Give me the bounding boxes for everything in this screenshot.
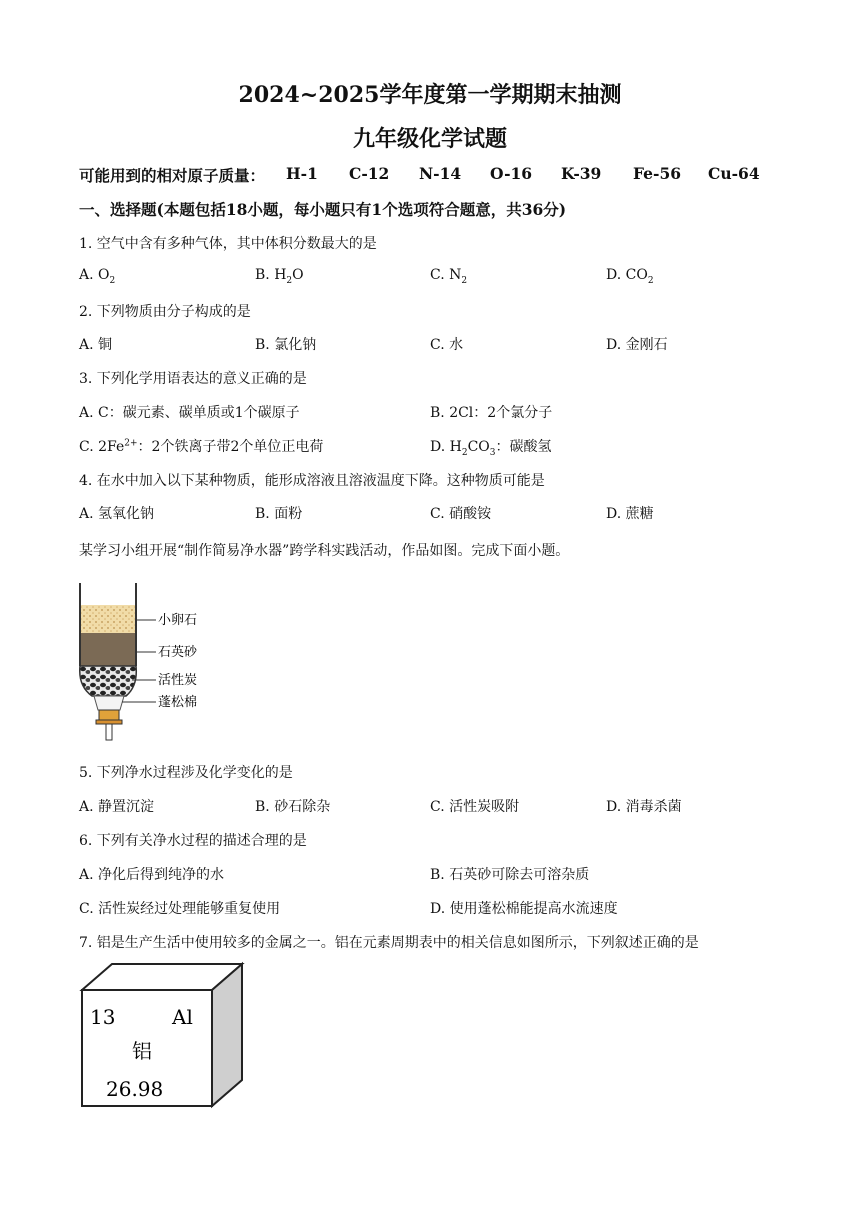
label-charcoal: 活性炭 [158, 673, 198, 688]
element-name: 铝 [132, 1039, 152, 1063]
question-2-option-b: B. 氯化钠 [255, 337, 317, 353]
question-2-stem: 2. 下列物质由分子构成的是 [79, 304, 251, 320]
question-6-option-c: C. 活性炭经过处理能够重复使用 [79, 901, 281, 917]
atomic-mass-fe: Fe-56 [633, 164, 682, 183]
question-4-option-c: C. 硝酸铵 [430, 506, 492, 522]
question-4-option-a: A. 氢氧化钠 [79, 506, 155, 522]
question-6-option-d: D. 使用蓬松棉能提高水流速度 [430, 901, 618, 917]
question-1-option-a: A. $O_2$ [79, 267, 116, 286]
atomic-mass-cu: Cu-64 [708, 164, 760, 183]
element-symbol: Al [172, 1005, 193, 1029]
question-1-option-b: B. $H_2O$ [255, 267, 304, 286]
question-3-option-c: C. $2Fe^{2+}$：2个铁离子带2个单位正电荷 [79, 438, 324, 455]
atomic-mass-k: K-39 [561, 164, 602, 183]
exam-subtitle: 九年级化学试题 [352, 126, 507, 152]
charcoal-layer [80, 666, 137, 696]
cube-side-face [212, 964, 242, 1106]
question-2-option-d: D. 金刚石 [606, 337, 668, 353]
atomic-mass-c: C-12 [349, 164, 390, 183]
atomic-mass-o: O-16 [490, 164, 533, 183]
cap-rim [96, 720, 122, 724]
atomic-mass-h: H-1 [286, 164, 318, 183]
element-card-figure [76, 960, 246, 1110]
outlet-tube [106, 724, 112, 740]
question-3-option-a: A. C：碳元素、碳单质或1个碳原子 [79, 405, 300, 421]
question-5-option-c: C. 活性炭吸附 [430, 799, 520, 815]
question-7-stem: 7. 铝是生产生活中使用较多的金属之一。铝在元素周期表中的相关信息如图所示，下列叙述正确的是 [79, 935, 699, 951]
question-6-option-a: A. 净化后得到纯净的水 [79, 867, 225, 883]
question-2-option-a: A. 铜 [79, 337, 113, 353]
passage-text: 某学习小组开展“制作简易净水器”跨学科实践活动，作品如图。完成下面小题。 [79, 543, 570, 559]
cotton-layer [94, 696, 124, 710]
atomic-mass-n: N-14 [419, 164, 462, 183]
question-1-stem: 1. 空气中含有多种气体，其中体积分数最大的是 [79, 236, 377, 252]
water-filter-figure [70, 578, 230, 748]
question-5-stem: 5. 下列净水过程涉及化学变化的是 [79, 765, 293, 781]
label-cotton: 蓬松棉 [158, 695, 198, 710]
atomic-number: 13 [90, 1005, 116, 1029]
question-5-option-b: B. 砂石除杂 [255, 799, 331, 815]
question-5-option-d: D. 消毒杀菌 [606, 799, 682, 815]
atomic-mass: 26.98 [106, 1077, 164, 1101]
question-1-option-d: D. $CO_2$ [606, 267, 654, 286]
atomic-mass-label: 可能用到的相对原子质量： [79, 166, 266, 185]
question-3-stem: 3. 下列化学用语表达的意义正确的是 [79, 371, 307, 387]
question-3-option-d: D. $H_2CO_3$：碳酸氢 [430, 439, 552, 458]
question-1-option-c: C. $N_2$ [430, 267, 468, 286]
question-2-option-c: C. 水 [430, 337, 464, 353]
label-pebble: 小卵石 [158, 613, 198, 628]
question-4-option-d: D. 蔗糖 [606, 506, 654, 522]
bottle-cap [99, 710, 119, 720]
question-3-option-b: B. 2Cl：2个氯分子 [430, 405, 553, 421]
section-heading: 一、选择题(本题包括18小题，每小题只有1个选项符合题意，共36分) [79, 200, 567, 219]
question-4-stem: 4. 在水中加入以下某种物质，能形成溶液且溶液温度下降。这种物质可能是 [79, 473, 545, 489]
question-5-option-a: A. 静置沉淀 [79, 799, 155, 815]
exam-title: 2024~2025学年度第一学期期末抽测 [238, 82, 622, 108]
label-quartz-sand: 石英砂 [158, 645, 198, 660]
question-6-stem: 6. 下列有关净水过程的描述合理的是 [79, 833, 307, 849]
question-6-option-b: B. 石英砂可除去可溶杂质 [430, 867, 590, 883]
pebble-layer [81, 605, 135, 633]
question-4-option-b: B. 面粉 [255, 506, 303, 522]
quartz-sand-layer [81, 633, 135, 666]
